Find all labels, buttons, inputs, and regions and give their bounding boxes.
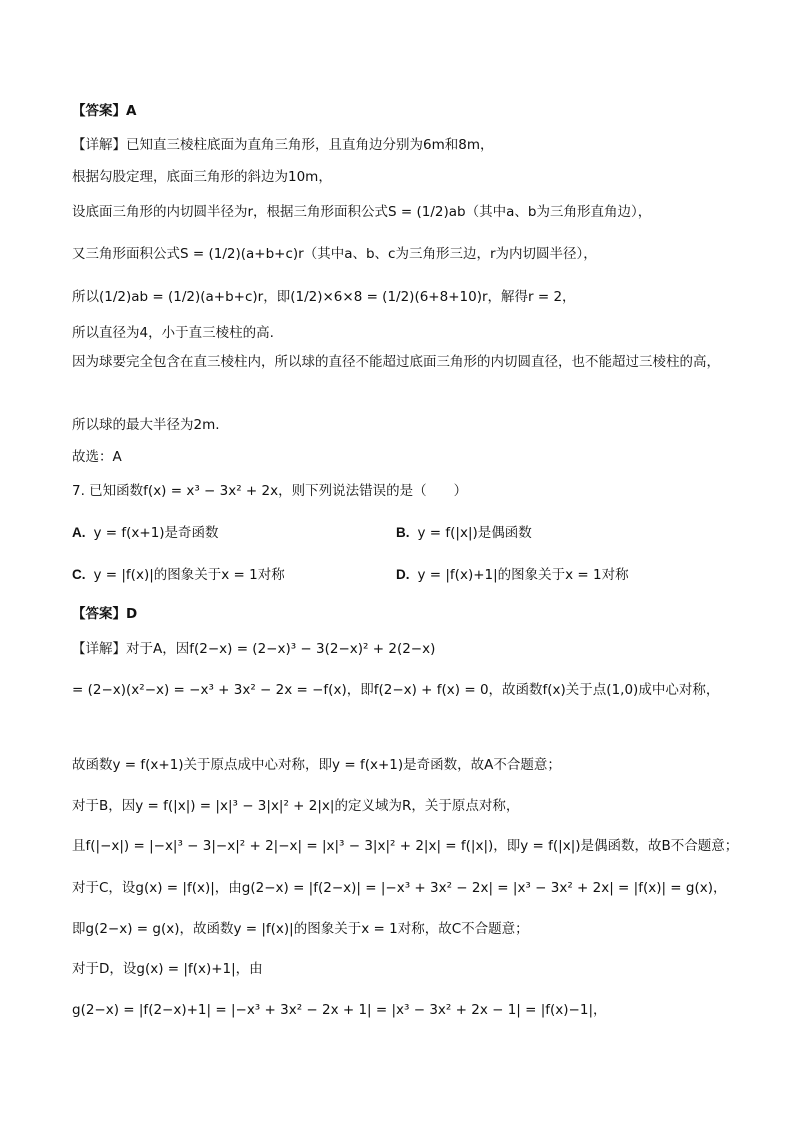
solution-line: 对于C，设g(x) = |f(x)|，由g(2−x) = |f(2−x)| = |−x³ + 3x² − 2x| = |x³ − 3x² + 2x| = |f(x)| = g(x)，	[72, 880, 727, 896]
option-text: y = f(|x|)是偶函数	[417, 525, 532, 541]
solution-line: 对于B，因y = f(|x|) = |x|³ − 3|x|² + 2|x|的定义域为R，关于原点对称，	[72, 798, 520, 814]
explanation-line: 所以(1/2)ab = (1/2)(a+b+c)r，即(1/2)×6×8 = (1/2)(6+8+10)r，解得r = 2，	[72, 289, 576, 305]
solution-line: g(2−x) = |f(2−x)+1| = |−x³ + 3x² − 2x + 1| = |x³ − 3x² + 2x − 1| = |f(x)−1|，	[72, 1002, 607, 1018]
option-label: D.	[396, 567, 410, 582]
explanation-line: 又三角形面积公式S = (1/2)(a+b+c)r（其中a、b、c为三角形三边，r为内切圆半径），	[72, 246, 597, 262]
option-text: y = f(x+1)是奇函数	[93, 525, 219, 541]
answer-label: 【答案】A	[72, 103, 137, 119]
explanation-line: 【详解】已知直三棱柱底面为直角三角形，且直角边分别为6m和8m，	[72, 137, 494, 153]
solution-line: 【详解】对于A，因f(2−x) = (2−x)³ − 3(2−x)² + 2(2−x)	[72, 641, 436, 657]
option-text: y = |f(x)|的图象关于x = 1对称	[93, 567, 285, 583]
solution-line: = (2−x)(x²−x) = −x³ + 3x² − 2x = −f(x)，即f(2−x) + f(x) = 0，故函数f(x)关于点(1,0)成中心对称，	[72, 682, 720, 698]
question-stem: 7. 已知函数f(x) = x³ − 3x² + 2x，则下列说法错误的是（ ）	[72, 483, 468, 499]
option-d	[396, 565, 629, 585]
option-label: A.	[72, 525, 86, 540]
explanation-line: 设底面三角形的内切圆半径为r，根据三角形面积公式S = (1/2)ab（其中a、b为三角形直角边），	[72, 204, 652, 220]
explanation-line: 所以球的最大半径为2m.	[72, 417, 220, 433]
explanation-line: 因为球要完全包含在直三棱柱内，所以球的直径不能超过底面三角形的内切圆直径，也不能超过三棱柱的高，	[72, 354, 720, 370]
explanation-line: 所以直径为4，小于直三棱柱的高.	[72, 325, 274, 341]
final-choice: 故选：A	[72, 449, 122, 465]
answer-label: 【答案】D	[72, 606, 138, 622]
option-c	[72, 565, 285, 585]
option-a	[72, 523, 219, 543]
solution-line: 且f(|−x|) = |−x|³ − 3|−x|² + 2|−x| = |x|³ − 3|x|² + 2|x| = f(|x|)，即y = f(|x|)是偶函数，故B不合题意；	[72, 838, 739, 854]
solution-line: 即g(2−x) = g(x)，故函数y = |f(x)|的图象关于x = 1对称，故C不合题意；	[72, 921, 529, 937]
option-text: y = |f(x)+1|的图象关于x = 1对称	[417, 567, 629, 583]
explanation-line: 根据勾股定理，底面三角形的斜边为10m，	[72, 169, 332, 185]
solution-line: 故函数y = f(x+1)关于原点成中心对称，即y = f(x+1)是奇函数，故A不合题意；	[72, 757, 561, 773]
option-b	[396, 523, 532, 543]
option-label: C.	[72, 567, 86, 582]
solution-line: 对于D，设g(x) = |f(x)+1|，由	[72, 961, 263, 977]
option-label: B.	[396, 525, 410, 540]
